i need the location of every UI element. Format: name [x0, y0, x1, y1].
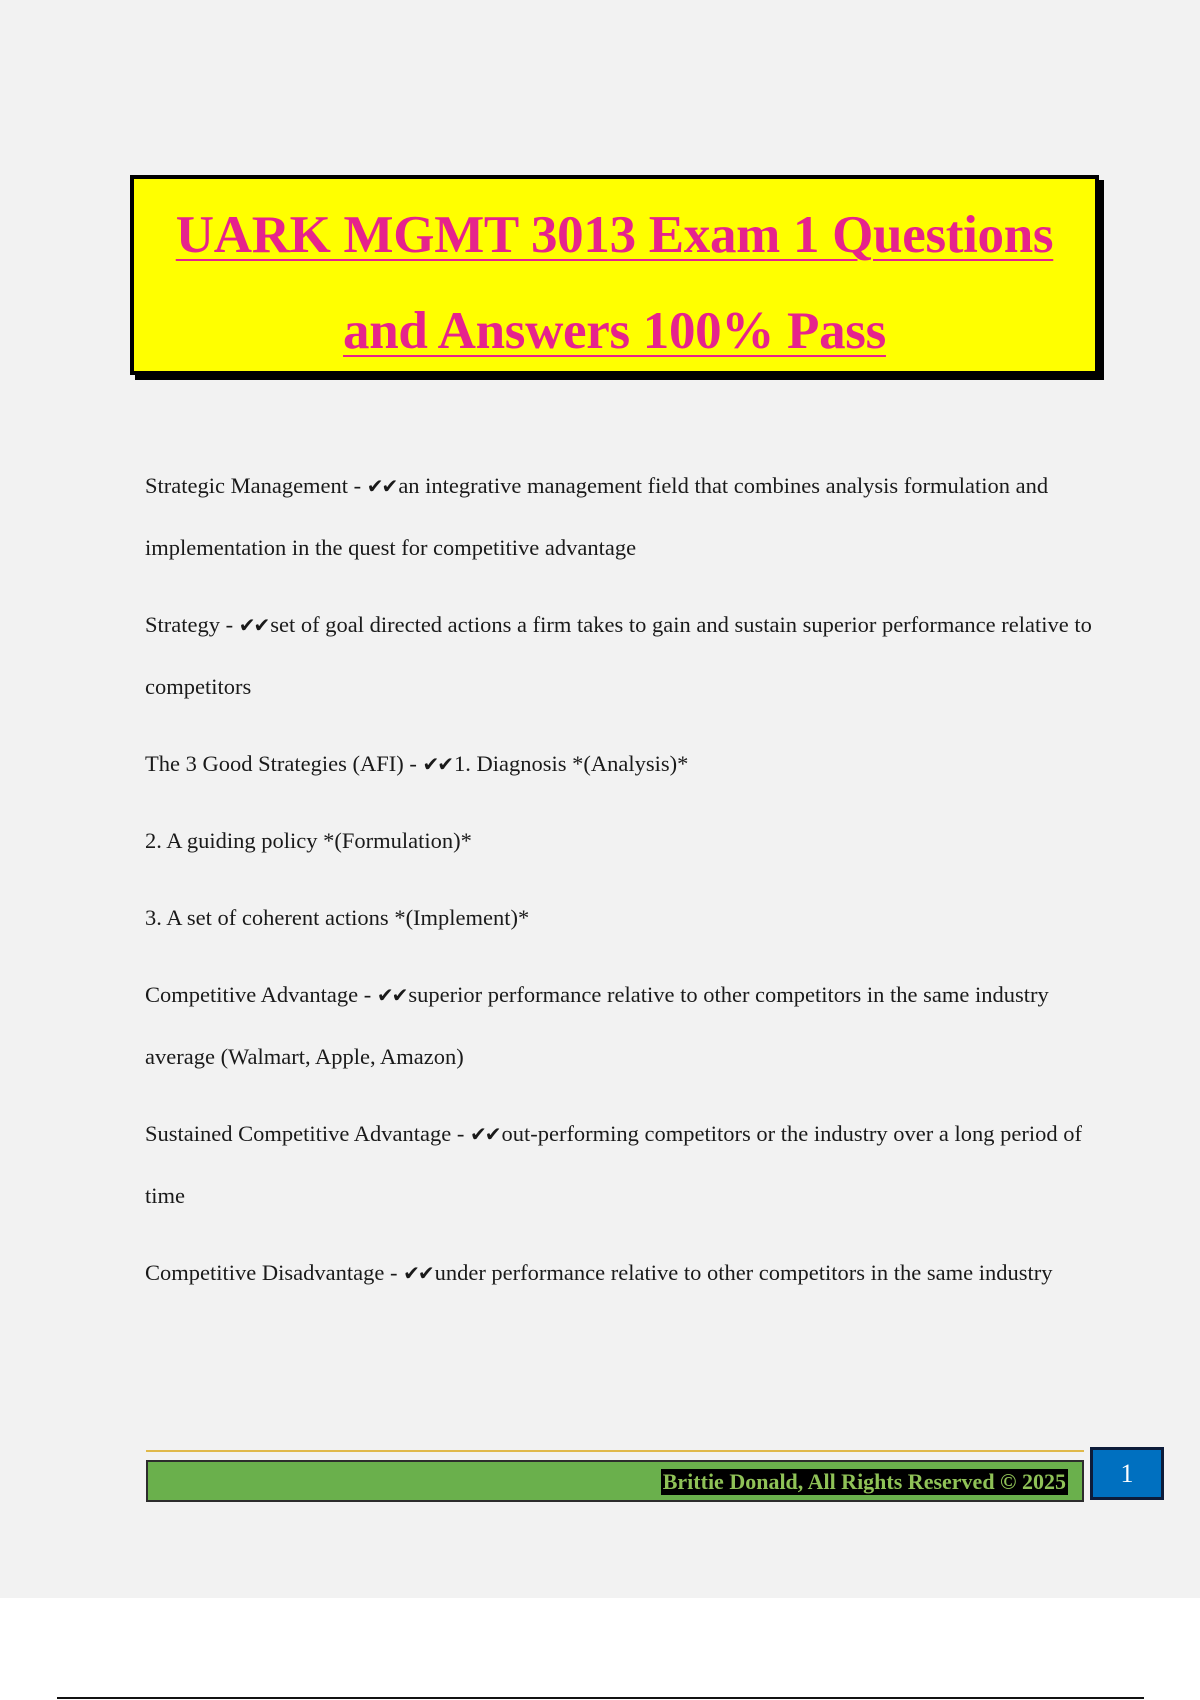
double-check-icon: ✔✔ — [238, 613, 269, 637]
list-item: 3. A set of coherent actions *(Implement)* — [145, 905, 530, 930]
copyright-notice: Brittie Donald, All Rights Reserved © 2025 — [662, 1469, 1066, 1494]
qa-entry-competitive-advantage — [145, 964, 1095, 1088]
definition-text: superior performance relative to other competitors in the same industry average (Walmart, Apple, Amazon) — [145, 982, 1049, 1069]
double-check-icon: ✔✔ — [422, 752, 452, 776]
term-label: Competitive Disadvantage - — [145, 1260, 404, 1285]
footer-divider — [146, 1450, 1084, 1452]
definition-text: 1. Diagnosis *(Analysis)* — [453, 751, 689, 776]
list-item: 2. A guiding policy *(Formulation)* — [145, 828, 472, 853]
page-number: 1 — [1090, 1447, 1164, 1500]
double-check-icon: ✔✔ — [403, 1261, 433, 1285]
footer-bar — [146, 1460, 1084, 1502]
title-banner — [130, 175, 1099, 375]
page-bottom-rule — [57, 1697, 1144, 1699]
term-label: Strategic Management - — [145, 473, 367, 498]
double-check-icon: ✔✔ — [469, 1122, 500, 1146]
title-line-2: and Answers 100% Pass — [343, 302, 886, 360]
qa-entry-competitive-disadvantage — [145, 1242, 1095, 1304]
definition-text: out-performing competitors or the industry over a long period of time — [145, 1121, 1082, 1208]
term-label: Strategy - — [145, 612, 239, 637]
term-label: Sustained Competitive Advantage - — [145, 1121, 470, 1146]
double-check-icon: ✔✔ — [366, 474, 397, 498]
qa-entry-sustained-competitive-advantage — [145, 1103, 1095, 1227]
term-label: Competitive Advantage - — [145, 982, 377, 1007]
double-check-icon: ✔✔ — [376, 983, 407, 1007]
qa-entry-strategy — [145, 594, 1095, 718]
term-label: The 3 Good Strategies (AFI) - — [145, 751, 423, 776]
title-line-1: UARK MGMT 3013 Exam 1 Questions — [175, 206, 1054, 264]
qa-content — [145, 455, 1095, 1304]
definition-text: under performance relative to other competitors in the same industry — [434, 1260, 1053, 1285]
definition-text: an integrative management field that combines analysis formulation and implementation in the quest for competitive advantage — [145, 473, 1049, 560]
qa-entry-strategic-management — [145, 455, 1095, 579]
definition-text: set of goal directed actions a firm takes to gain and sustain superior performance relative to competitors — [145, 612, 1092, 699]
qa-entry-good-strategies — [145, 733, 1095, 795]
